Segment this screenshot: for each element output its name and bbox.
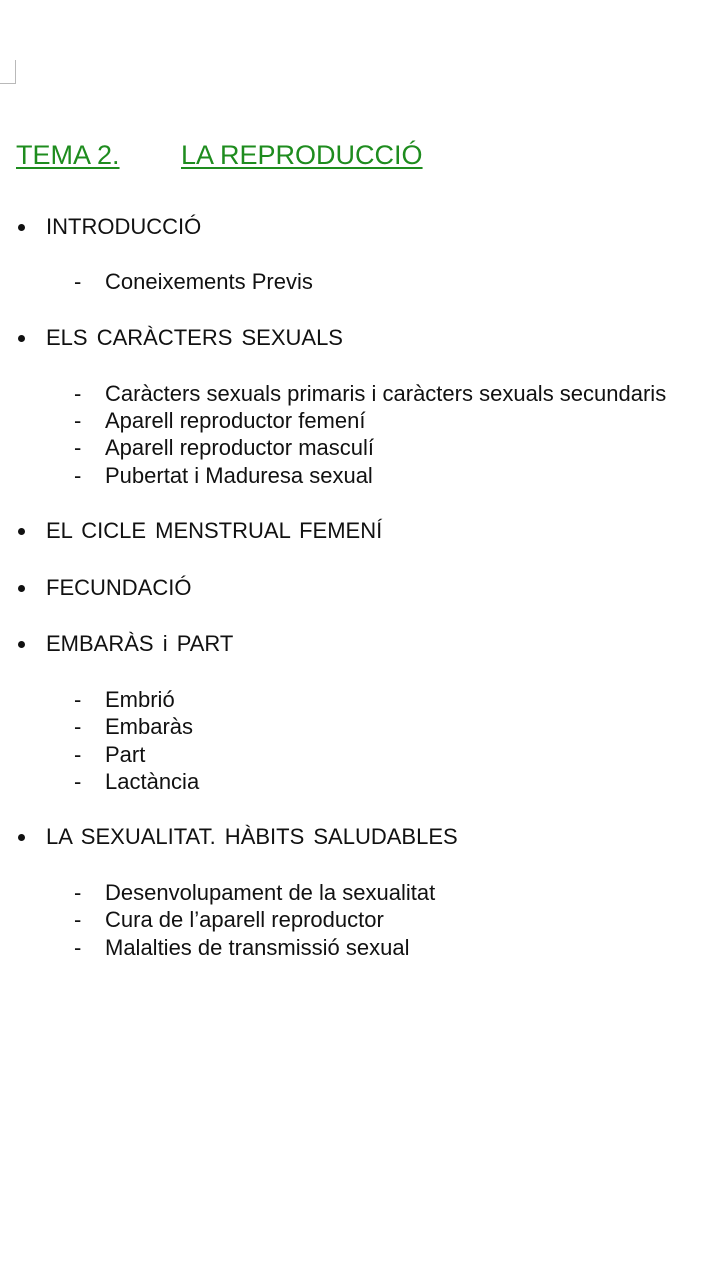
section-label: EL CICLE MENSTRUAL FEMENÍ [46,518,383,543]
dash-marker: - [74,935,82,960]
bullet-icon [18,335,25,342]
bullet-icon [18,528,25,535]
list-item-text: Desenvolupament de la sexualitat [105,880,436,905]
dash-marker: - [74,714,82,739]
section-label: INTRODUCCIÓ [46,214,202,239]
bullet-icon [18,585,25,592]
section-label: ELS CARÀCTERS SEXUALS [46,325,343,350]
dash-marker: - [74,435,82,460]
dash-marker: - [74,907,82,932]
list-item-text: Aparell reproductor femení [105,408,366,433]
list-item-text: Coneixements Previs [105,269,313,294]
dash-marker: - [74,381,82,406]
dash-marker: - [74,687,82,712]
section-label: FECUNDACIÓ [46,575,192,600]
title-chapter: TEMA 2. [16,140,120,170]
section-label: LA SEXUALITAT. HÀBITS SALUDABLES [46,824,458,849]
section-label: EMBARÀS i PART [46,631,234,656]
dash-marker: - [74,742,82,767]
title-topic: LA REPRODUCCIÓ [181,140,423,170]
list-item-text: Embrió [105,687,175,712]
document-title [16,138,423,172]
dash-marker: - [74,880,82,905]
page-corner-marker [0,60,16,84]
bullet-icon [18,641,25,648]
list-item-text: Malalties de transmissió sexual [105,935,410,960]
dash-marker: - [74,408,82,433]
list-item-text: Lactància [105,769,200,794]
bullet-icon [18,224,25,231]
dash-marker: - [74,769,82,794]
list-item-text: Part [105,742,146,767]
dash-marker: - [74,463,82,488]
list-item-text: Cura de l’aparell reproductor [105,907,384,932]
dash-marker: - [74,269,82,294]
list-item-text: Caràcters sexuals primaris i caràcters sexuals secundaris [105,381,667,406]
list-item-text: Embaràs [105,714,194,739]
list-item-text: Pubertat i Maduresa sexual [105,463,373,488]
list-item-text: Aparell reproductor masculí [105,435,375,460]
bullet-icon [18,834,25,841]
